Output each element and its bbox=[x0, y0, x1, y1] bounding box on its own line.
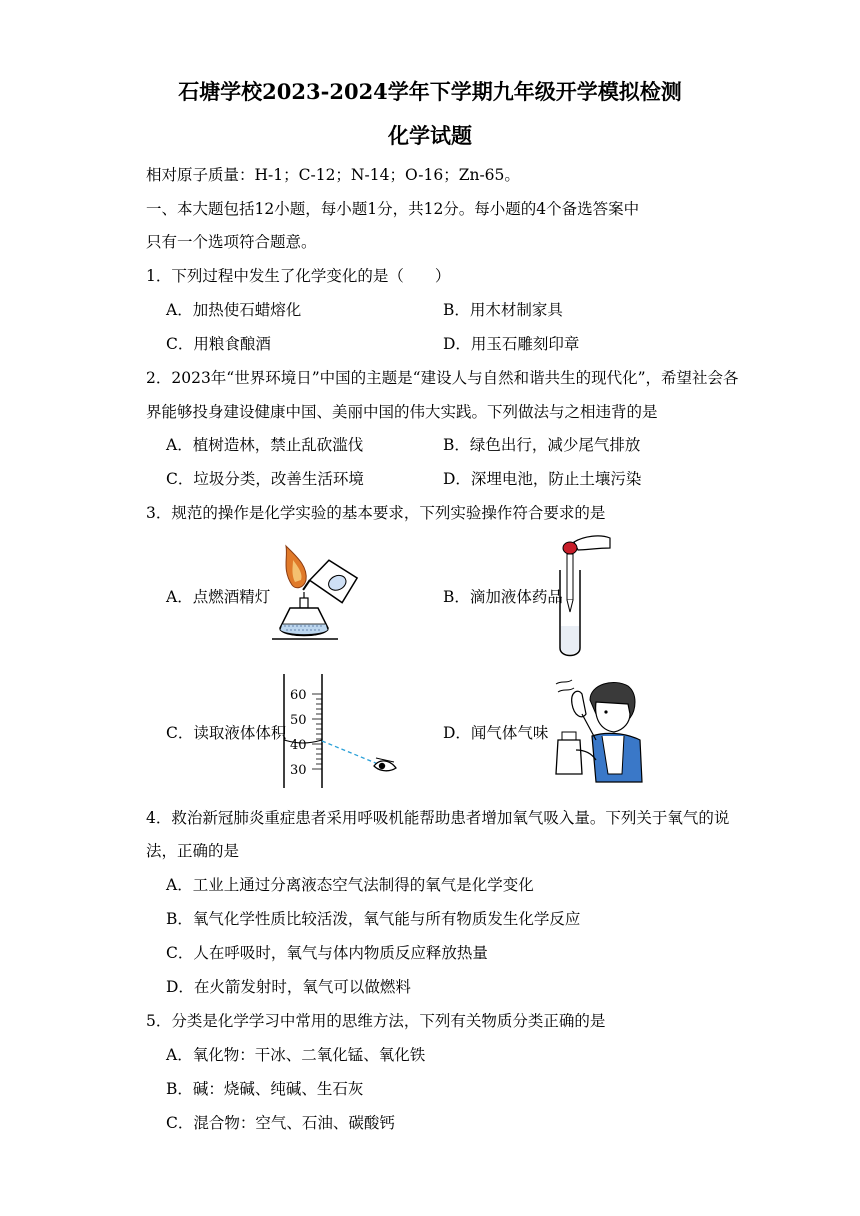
q4-option-c[interactable]: C．人在呼吸时，氧气与体内物质反应释放热量 bbox=[166, 944, 488, 962]
graduated-cylinder-figure bbox=[278, 674, 400, 790]
q3-option-d[interactable]: D．闻气体气味 bbox=[443, 724, 549, 742]
tick-label-30: 30 bbox=[290, 763, 307, 778]
tick-label-50: 50 bbox=[290, 713, 307, 728]
q3-option-b[interactable]: B．滴加液体药品 bbox=[443, 588, 563, 606]
alcohol-lamp-figure bbox=[262, 540, 372, 650]
exam-subtitle: 化学试题 bbox=[388, 123, 472, 148]
exam-title: 石塘学校2023-2024学年下学期九年级开学模拟检测 bbox=[178, 79, 682, 104]
q4-option-a[interactable]: A．工业上通过分离液态空气法制得的氧气是化学变化 bbox=[166, 876, 534, 894]
q5-option-b[interactable]: B．碱：烧碱、纯碱、生石灰 bbox=[166, 1080, 364, 1098]
q4-stem-line-1: 4．救治新冠肺炎重症患者采用呼吸机能帮助患者增加氧气吸入量。下列关于氧气的说 bbox=[146, 809, 730, 827]
q2-option-b[interactable]: B．绿色出行，减少尾气排放 bbox=[443, 436, 641, 454]
q2-stem-line-2: 界能够投身建设健康中国、美丽中国的伟大实践。下列做法与之相违背的是 bbox=[146, 403, 658, 421]
q4-stem-line-2: 法，正确的是 bbox=[146, 842, 240, 860]
smelling-gas-figure bbox=[552, 674, 646, 786]
atomic-mass-note: 相对原子质量：H-1；C-12；N-14；O-16；Zn-65。 bbox=[146, 166, 520, 184]
q4-option-d[interactable]: D．在火箭发射时，氧气可以做燃料 bbox=[166, 978, 411, 996]
q1-option-a[interactable]: A．加热使石蜡熔化 bbox=[166, 301, 302, 319]
tick-label-40: 40 bbox=[290, 738, 307, 753]
q3-option-c[interactable]: C．读取液体体积 bbox=[166, 724, 287, 742]
q2-option-a[interactable]: A．植树造林，禁止乱砍滥伐 bbox=[166, 436, 364, 454]
q2-option-c[interactable]: C．垃圾分类，改善生活环境 bbox=[166, 470, 364, 488]
q1-option-c[interactable]: C．用粮食酿酒 bbox=[166, 335, 271, 353]
tick-label-60: 60 bbox=[290, 688, 307, 703]
q5-option-c[interactable]: C．混合物：空气、石油、碳酸钙 bbox=[166, 1114, 395, 1132]
section-intro-line-1: 一、本大题包括12小题，每小题1分，共12分。每小题的4个备选答案中 bbox=[146, 200, 640, 218]
q1-stem: 1．下列过程中发生了化学变化的是（ ） bbox=[146, 267, 451, 285]
q3-option-a[interactable]: A．点燃酒精灯 bbox=[166, 588, 271, 606]
section-intro-line-2: 只有一个选项符合题意。 bbox=[146, 233, 317, 251]
q2-option-d[interactable]: D．深埋电池，防止土壤污染 bbox=[443, 470, 642, 488]
q1-option-b[interactable]: B．用木材制家具 bbox=[443, 301, 563, 319]
q3-stem: 3．规范的操作是化学实验的基本要求，下列实验操作符合要求的是 bbox=[146, 504, 606, 522]
q5-option-a[interactable]: A．氧化物：干冰、二氧化锰、氧化铁 bbox=[166, 1046, 426, 1064]
q4-option-b[interactable]: B．氧气化学性质比较活泼，氧气能与所有物质发生化学反应 bbox=[166, 910, 581, 928]
q5-stem: 5．分类是化学学习中常用的思维方法，下列有关物质分类正确的是 bbox=[146, 1012, 606, 1030]
q1-option-d[interactable]: D．用玉石雕刻印章 bbox=[443, 335, 580, 353]
eye-icon bbox=[374, 758, 396, 771]
dropper-test-tube-figure bbox=[548, 530, 614, 660]
q2-stem-line-1: 2．2023年“世界环境日”中国的主题是“建设人与自然和谐共生的现代化”，希望社会各 bbox=[146, 369, 739, 387]
